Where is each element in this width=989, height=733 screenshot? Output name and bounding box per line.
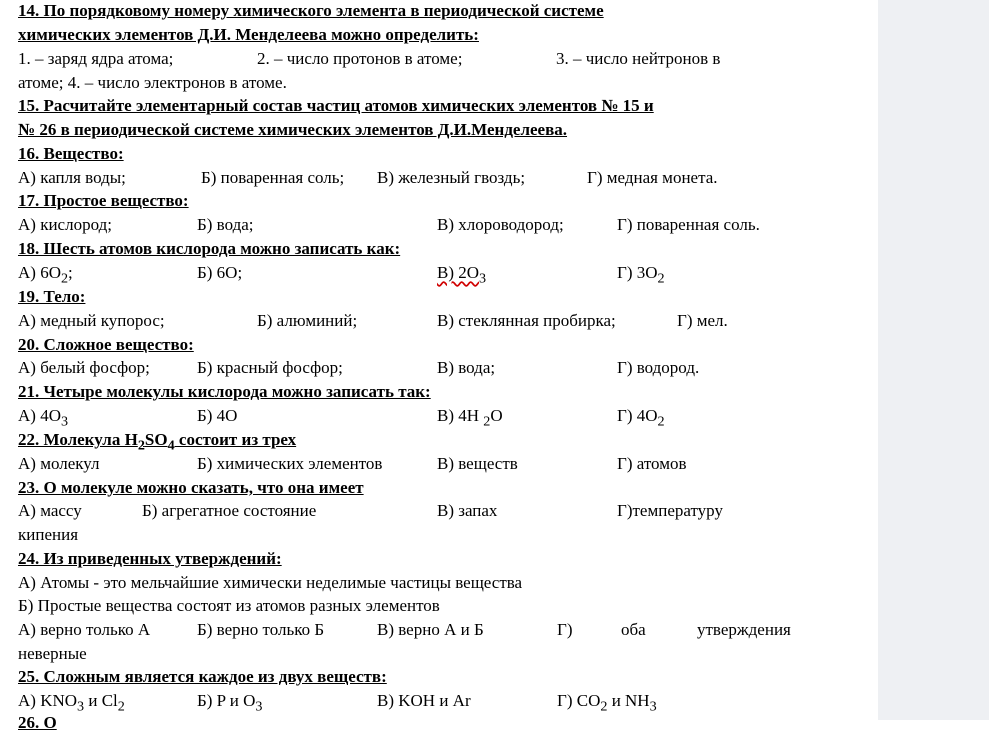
q18-opt-a-text: А) 6O: [18, 263, 61, 282]
q21-opt-a-text: А) 4O: [18, 406, 61, 425]
q14-title-line2: химических элементов Д.И. Менделеева можно определить:: [18, 25, 479, 44]
q24-opt-b: Б) верно только Б: [197, 620, 325, 639]
q24-opt-d-word1: оба: [621, 620, 646, 639]
q25-opt-a-sub1: 3: [77, 698, 85, 715]
q18-opt-c-sub: 3: [479, 270, 487, 287]
q21-opt-d-text: Г) 4O: [617, 406, 658, 425]
q16-title: 16. Вещество:: [18, 144, 124, 163]
q24-statement-a: А) Атомы - это мельчайшие химически неделимые частицы вещества: [18, 573, 523, 592]
q14-opt3: 3. – число нейтронов в: [556, 49, 721, 68]
q14-title-line1: 14. По порядковому номеру химического элемента в периодической системе: [18, 1, 604, 20]
q18-opt-c-text: В) 2O: [437, 263, 480, 282]
q17-opt-a: А) кислород;: [18, 215, 112, 234]
q25-opt-d-sub1: 2: [600, 698, 608, 715]
q22-opt-d: Г) атомов: [617, 454, 687, 473]
q18-opt-a-sub: 2: [60, 270, 69, 287]
q14-opt2: 2. – число протонов в атоме;: [257, 49, 463, 68]
q18-opt-d-sub: 2: [657, 270, 665, 287]
q25-opt-d-sub2: 3: [649, 698, 657, 715]
q22-title-c: состоит из трех: [174, 430, 297, 449]
q18-opt-c: [437, 263, 486, 288]
q18-opt-a-end: ;: [68, 263, 73, 282]
q26-title-partial: 26. О: [18, 713, 57, 732]
q16-opt-a: А) капля воды;: [18, 168, 126, 187]
q23-opt-c: В) запах: [437, 501, 498, 520]
q21-opt-a: [18, 406, 68, 431]
q22-title: [18, 430, 296, 455]
q21-opt-d: [617, 406, 665, 431]
q25-title: 25. Сложным является каждое из двух веществ:: [18, 667, 387, 686]
q18-title: 18. Шесть атомов кислорода можно записать как:: [18, 239, 401, 258]
q17-title: 17. Простое вещество:: [18, 191, 189, 210]
q20-opt-c: В) вода;: [437, 358, 496, 377]
q17-opt-c: В) хлороводород;: [437, 215, 564, 234]
q21-opt-c-text: В) 4H: [437, 406, 484, 425]
q19-opt-b: Б) алюминий;: [257, 311, 358, 330]
q21-opt-c-sub: 2: [483, 413, 491, 430]
q23-title: 23. О молекуле можно сказать, что она имеет: [18, 478, 364, 497]
q25-opt-b-t1: Б) P и O: [197, 691, 256, 710]
q22-opt-a: А) молекул: [18, 454, 100, 473]
q24-opt-d-cont: неверные: [18, 644, 87, 663]
q18-opt-d-text: Г) 3O: [617, 263, 658, 282]
q22-opt-c: В) веществ: [437, 454, 518, 473]
q22-title-sub2: 4: [167, 437, 175, 454]
q21-opt-c: [437, 406, 503, 431]
gray-side-panel: [878, 0, 989, 720]
q21-opt-c-end: O: [490, 406, 503, 425]
q25-opt-b: [197, 691, 262, 716]
q22-title-a: 22. Молекула H: [18, 430, 138, 449]
q24-opt-a: А) верно только А: [18, 620, 151, 639]
q20-opt-d: Г) водород.: [617, 358, 700, 377]
q24-opt-d-word2: утверждения: [697, 620, 791, 639]
q22-opt-b: Б) химических элементов: [197, 454, 383, 473]
q23-opt-d: Г)температуру: [617, 501, 723, 520]
q25-opt-a-t1: А) KNO: [18, 691, 78, 710]
q24-title: 24. Из приведенных утверждений:: [18, 549, 282, 568]
q23-opt-a: А) массу: [18, 501, 82, 520]
q21-opt-a-sub: 3: [60, 413, 69, 430]
q18-opt-d: [617, 263, 665, 288]
q14-opt1: 1. – заряд ядра атома;: [18, 49, 174, 68]
q21-opt-d-sub: 2: [657, 413, 665, 430]
q22-title-sub1: 2: [137, 437, 145, 454]
q22-title-b: SO: [144, 430, 168, 449]
q25-opt-a-sub2: 2: [117, 698, 125, 715]
q25-opt-d: [557, 691, 657, 716]
q17-opt-b: Б) вода;: [197, 215, 254, 234]
q25-opt-b-sub: 3: [255, 698, 263, 715]
q25-opt-c: В) KOH и Ar: [377, 691, 471, 710]
q17-opt-d: Г) поваренная соль.: [617, 215, 760, 234]
q25-opt-d-t1: Г) CO: [557, 691, 601, 710]
q20-opt-b: Б) красный фосфор;: [197, 358, 343, 377]
q19-title: 19. Тело:: [18, 287, 86, 306]
q15-title-line2: № 26 в периодической системе химических элементов Д.И.Менделеева.: [18, 120, 568, 139]
q16-opt-c: В) железный гвоздь;: [377, 168, 526, 187]
q19-opt-d: Г) мел.: [677, 311, 728, 330]
q24-statement-b: Б) Простые вещества состоят из атомов разных элементов: [18, 596, 440, 615]
q23-opt-b: Б) агрегатное состояние: [142, 501, 317, 520]
q23-opt-d-cont: кипения: [18, 525, 79, 544]
q14-answers-line2: атоме; 4. – число электронов в атоме.: [18, 73, 287, 92]
q21-title: 21. Четыре молекулы кислорода можно записать так:: [18, 382, 431, 401]
q18-opt-b: Б) 6O;: [197, 263, 243, 282]
q19-opt-a: А) медный купорос;: [18, 311, 165, 330]
q18-opt-a: [18, 263, 73, 288]
q20-opt-a: А) белый фосфор;: [18, 358, 150, 377]
q25-opt-a-t2: и Cl: [84, 691, 118, 710]
q16-opt-d: Г) медная монета.: [587, 168, 718, 187]
q20-title: 20. Сложное вещество:: [18, 335, 194, 354]
q24-opt-d-label: Г): [557, 620, 573, 639]
q24-opt-c: В) верно А и Б: [377, 620, 484, 639]
q15-title-line1: 15. Расчитайте элементарный состав частиц атомов химических элементов № 15 и: [18, 96, 654, 115]
q25-opt-d-t2: и NH: [607, 691, 650, 710]
q19-opt-c: В) стеклянная пробирка;: [437, 311, 616, 330]
q16-opt-b: Б) поваренная соль;: [201, 168, 345, 187]
q21-opt-b: Б) 4O: [197, 406, 238, 425]
